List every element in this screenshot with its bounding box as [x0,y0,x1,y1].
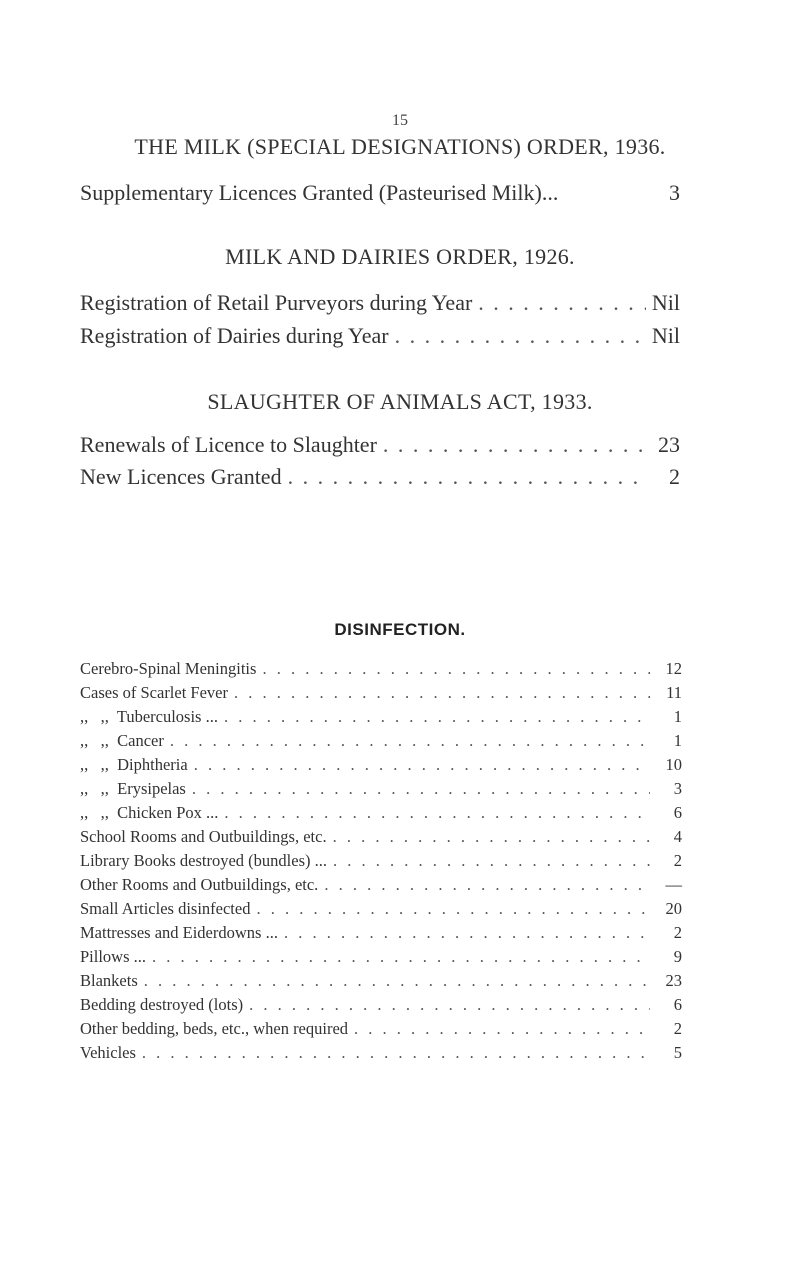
row-value: 5 [673,1043,682,1062]
row-value: 2 [673,851,682,870]
dot-leader [144,971,650,991]
row-value: 11 [666,683,682,702]
disinfection-row [80,851,682,871]
disinfection-row [80,683,682,703]
row-value: 23 [658,432,680,457]
row-value: Nil [651,290,680,315]
dot-leader [333,851,650,871]
row-label: ,, ,, Chicken Pox ... [80,803,219,822]
row-label: ,, ,, Tuberculosis ... [80,707,218,726]
section-heading-disinfection: DISINFECTION. [334,620,466,639]
dot-leader [192,779,650,799]
dot-leader [256,899,650,919]
disinfection-row [80,923,682,943]
row-label: Registration of Retail Purveyors during Year [80,290,473,315]
row-label: ,, ,, Diphtheria [80,755,188,774]
disinfection-row [80,707,682,727]
row-label: Cerebro-Spinal Meningitis [80,659,257,678]
disinfection-row [80,875,682,895]
row-value: 4 [673,827,682,846]
section-title-milk-dairies: MILK AND DAIRIES ORDER, 1926. [225,244,575,269]
row-label: Blankets [80,971,138,990]
disinfection-row [80,827,682,847]
disinfection-row [80,731,682,751]
row-label: ,, ,, Cancer [80,731,164,750]
row-value: 2 [673,923,682,942]
dot-leader [249,995,650,1015]
row-label: Library Books destroyed (bundles) ... [80,851,327,870]
dot-leader [284,923,650,943]
dot-leader [354,1019,650,1039]
row-label: Other bedding, beds, etc., when required [80,1019,349,1038]
row-value: Nil [651,323,680,348]
row-label: Bedding destroyed (lots) [80,995,244,1014]
disinfection-row [80,803,682,823]
row-renewals-licence [80,432,680,458]
disinfection-row [80,659,682,679]
row-value: 1 [673,731,682,750]
row-label: Other Rooms and Outbuildings, etc. [80,875,319,894]
disinfection-row [80,755,682,775]
row-value: 20 [665,899,682,918]
disinfection-row [80,1043,682,1063]
row-value: 2 [673,1019,682,1038]
row-label: School Rooms and Outbuildings, etc. [80,827,327,846]
dot-leader [288,464,648,490]
row-new-licences [80,464,680,490]
disinfection-row [80,995,682,1015]
dot-leader [224,707,650,727]
row-value: 10 [665,755,682,774]
row-label: Supplementary Licences Granted (Pasteurised Milk)... [80,180,559,205]
row-value: 23 [665,971,682,990]
row-label: Small Articles disinfected [80,899,251,918]
disinfection-row [80,779,682,799]
dot-leader [152,947,650,967]
row-value: 3 [669,180,680,205]
dot-leader [262,659,650,679]
row-value: 12 [665,659,682,678]
row-value: 2 [669,464,680,489]
row-value: 6 [673,803,682,822]
row-label: ,, ,, Erysipelas [80,779,186,798]
dot-leader [234,683,650,703]
disinfection-row [80,947,682,967]
row-retail-purveyors [80,290,680,316]
disinfection-row [80,971,682,991]
dot-leader [324,875,650,895]
dot-leader [395,323,646,349]
dot-leader [333,827,650,847]
row-label: Registration of Dairies during Year [80,323,389,348]
dot-leader [383,432,648,458]
dot-leader [478,290,646,316]
row-label: Pillows ... [80,947,147,966]
disinfection-row [80,1019,682,1039]
dot-leader [194,755,650,775]
row-value: — [665,875,682,894]
dot-leader [142,1043,650,1063]
row-value: 9 [673,947,682,966]
row-label: Mattresses and Eiderdowns ... [80,923,278,942]
row-dairies [80,323,680,349]
row-value: 6 [673,995,682,1014]
row-label: New Licences Granted [80,464,282,489]
row-value: 1 [673,707,682,726]
section-title-slaughter: SLAUGHTER OF ANIMALS ACT, 1933. [207,389,593,414]
page-number: 15 [392,112,408,129]
disinfection-row [80,899,682,919]
section-title-milk-special: THE MILK (SPECIAL DESIGNATIONS) ORDER, 1936. [134,134,666,159]
row-label: Cases of Scarlet Fever [80,683,228,702]
row-value: 3 [673,779,682,798]
dot-leader [170,731,650,751]
dot-leader [224,803,650,823]
row-supplementary-licences [80,180,680,206]
row-label: Renewals of Licence to Slaughter [80,432,377,457]
row-label: Vehicles [80,1043,136,1062]
